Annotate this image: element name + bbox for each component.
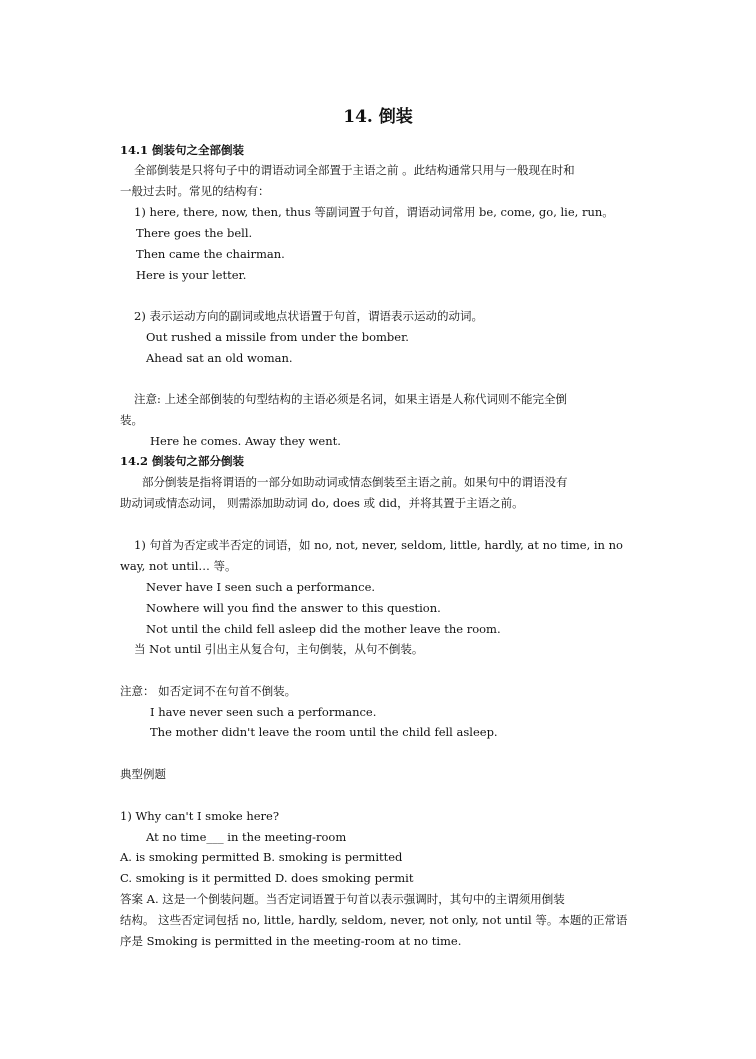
- section-heading-full-inversion: 14.1 倒装句之全部倒装: [120, 143, 245, 157]
- examples-heading: 典型例题: [120, 767, 166, 781]
- example-sentence: Here he comes. Away they went.: [150, 434, 341, 448]
- paragraph-line: 当 Not until 引出主从复合句，主句倒装，从句不倒装。: [134, 642, 424, 656]
- page-title: 14. 倒装: [343, 107, 413, 127]
- example-sentence: Here is your letter.: [136, 268, 247, 282]
- question-prompt: At no time___ in the meeting-room: [146, 830, 347, 844]
- example-sentence: Ahead sat an old woman.: [146, 351, 293, 365]
- note-line: 注意： 如否定词不在句首不倒装。: [120, 684, 297, 698]
- example-sentence: I have never seen such a performance.: [150, 705, 377, 719]
- list-item: 1) here, there, now, then, thus 等副词置于句首，谓语动词常用 be, come, go, lie, run。: [134, 205, 614, 219]
- paragraph-line: 部分倒装是指将谓语的一部分如助动词或情态倒装至主语之前。如果句中的谓语没有: [142, 475, 568, 489]
- example-sentence: There goes the bell.: [136, 226, 253, 240]
- question: 1) Why can't I smoke here?: [120, 809, 280, 823]
- note-line: 注意: 上述全部倒装的句型结构的主语必须是名词，如果主语是人称代词则不能完全倒: [134, 392, 568, 406]
- answer-explanation: 结构。 这些否定词包括 no, little, hardly, seldom, never, not only, not until 等。本题的正常语: [120, 913, 628, 927]
- list-item: 2) 表示运动方向的副词或地点状语置于句首，谓语表示运动的动词。: [134, 309, 483, 323]
- example-sentence: The mother didn't leave the room until the child fell asleep.: [150, 725, 498, 739]
- note-line: 装。: [120, 413, 143, 427]
- example-sentence: Not until the child fell asleep did the mother leave the room.: [146, 622, 501, 636]
- example-sentence: Out rushed a missile from under the bomber.: [146, 330, 409, 344]
- example-sentence: Never have I seen such a performance.: [146, 580, 376, 594]
- answer-options: C. smoking is it permitted D. does smoking permit: [120, 871, 414, 885]
- answer-explanation: 序是 Smoking is permitted in the meeting-room at no time.: [120, 934, 462, 948]
- example-sentence: Then came the chairman.: [136, 247, 285, 261]
- section-heading-partial-inversion: 14.2 倒装句之部分倒装: [120, 454, 245, 468]
- paragraph-line: 一般过去时。常见的结构有：: [120, 184, 270, 198]
- list-item: 1) 句首为否定或半否定的词语，如 no, not, never, seldom, little, hardly, at no time, in no: [134, 538, 623, 552]
- answer-options: A. is smoking permitted B. smoking is permitted: [120, 850, 403, 864]
- paragraph-line: 全部倒装是只将句子中的谓语动词全部置于主语之前 。此结构通常只用与一般现在时和: [134, 163, 575, 177]
- list-item: way, not until… 等。: [120, 559, 237, 573]
- example-sentence: Nowhere will you find the answer to this question.: [146, 601, 441, 615]
- answer-explanation: 答案 A. 这是一个倒装问题。当否定词语置于句首以表示强调时，其句中的主谓须用倒装: [120, 892, 565, 906]
- paragraph-line: 助动词或情态动词， 则需添加助动词 do, does 或 did，并将其置于主语之前。: [120, 496, 524, 510]
